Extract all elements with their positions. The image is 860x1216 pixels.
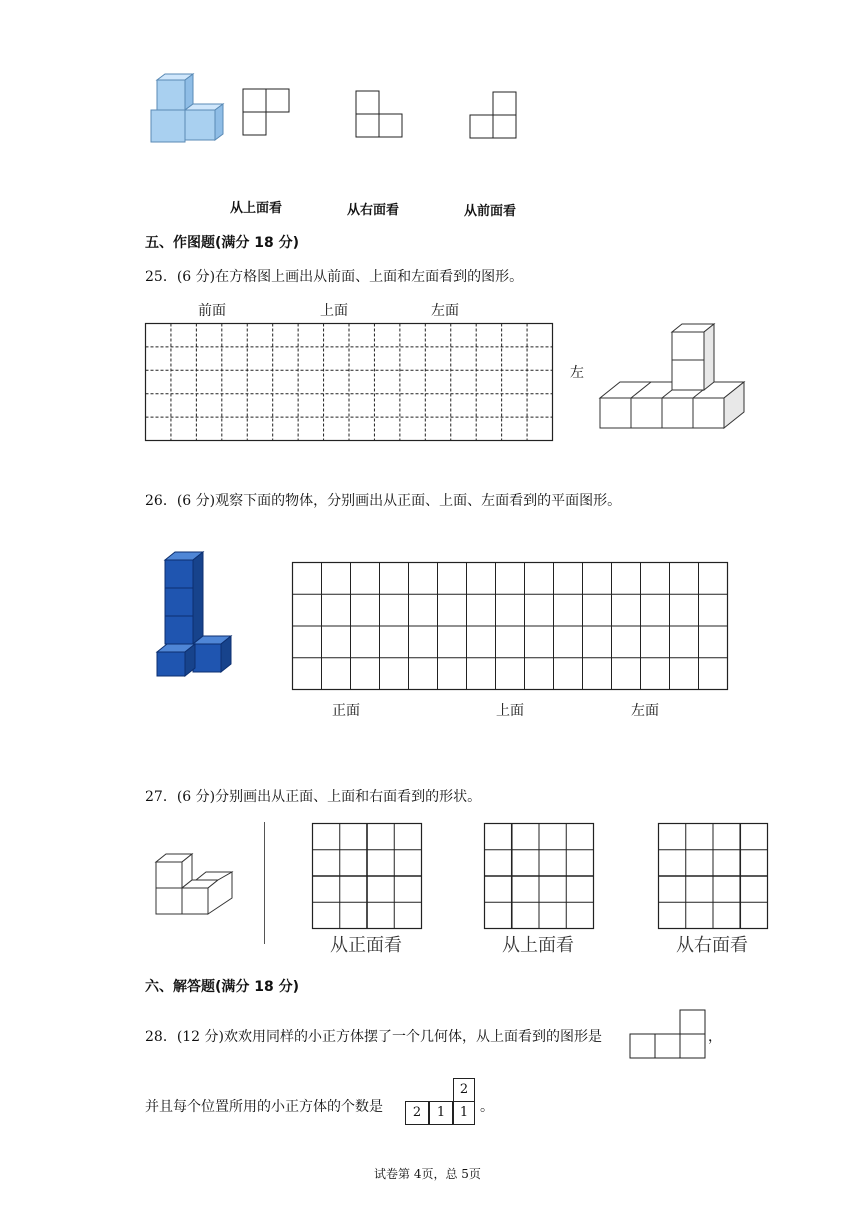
q27-divider (264, 822, 265, 944)
q25-label-front: 前面 (198, 303, 226, 319)
q25-cube-figure (598, 320, 748, 432)
section5-heading: 五、作图题(满分 18 分) (145, 235, 300, 251)
q28-count-cell: 1 (453, 1101, 475, 1125)
q26-label-front: 正面 (332, 703, 360, 719)
q28-text-line2: 并且每个位置所用的小正方体的个数是 (145, 1099, 383, 1115)
view-shape-3 (470, 92, 518, 140)
page-footer: 试卷第 4页，总 5页 (374, 1167, 481, 1181)
q28-count-cell: 2 (453, 1078, 475, 1102)
q27-grid-top[interactable] (484, 823, 594, 929)
q25-label-left: 左面 (431, 303, 459, 319)
q28-count-cell: 2 (405, 1101, 429, 1125)
q26-label-top: 上面 (496, 703, 524, 719)
q27-label-top: 从上面看 (502, 935, 574, 956)
section6-heading: 六、解答题(满分 18 分) (145, 979, 300, 995)
q26-blue-cube-figure (155, 550, 235, 678)
q26-label-left: 左面 (631, 703, 659, 719)
q26-text: 26．(6 分)观察下面的物体，分别画出从正面、上面、左面看到的平面图形。 (145, 493, 622, 509)
q28-count-grid (404, 1078, 476, 1126)
q25-label-top: 上面 (320, 303, 348, 319)
q27-text: 27．(6 分)分别画出从正面、上面和右面看到的形状。 (145, 789, 482, 805)
q25-dashed-grid[interactable] (145, 323, 553, 441)
view-label-front: 从前面看 (464, 204, 517, 219)
q25-text: 25．(6 分)在方格图上画出从前面、上面和左面看到的图形。 (145, 269, 524, 285)
view-label-top: 从上面看 (230, 201, 283, 216)
q27-label-right: 从右面看 (676, 935, 748, 956)
q27-cube-figure (152, 850, 236, 918)
cube-stack-figure (145, 70, 235, 150)
q26-grid[interactable] (292, 562, 728, 690)
q28-text-line1: 28．(12 分)欢欢用同样的小正方体摆了一个几何体，从上面看到的图形是 (145, 1029, 603, 1045)
view-label-right: 从右面看 (347, 203, 400, 218)
q28-top-view-shape (628, 1010, 708, 1060)
q25-side-label: 左 (570, 365, 584, 381)
q27-grid-right[interactable] (658, 823, 768, 929)
view-shape-2 (356, 91, 404, 139)
q28-text-line2-end: 。 (480, 1099, 494, 1115)
q27-label-front: 从正面看 (330, 935, 402, 956)
view-shape-1 (243, 89, 291, 137)
q28-count-cell: 1 (429, 1101, 453, 1125)
q28-text-line1-end: ， (708, 1029, 722, 1045)
q27-grid-front[interactable] (312, 823, 422, 929)
